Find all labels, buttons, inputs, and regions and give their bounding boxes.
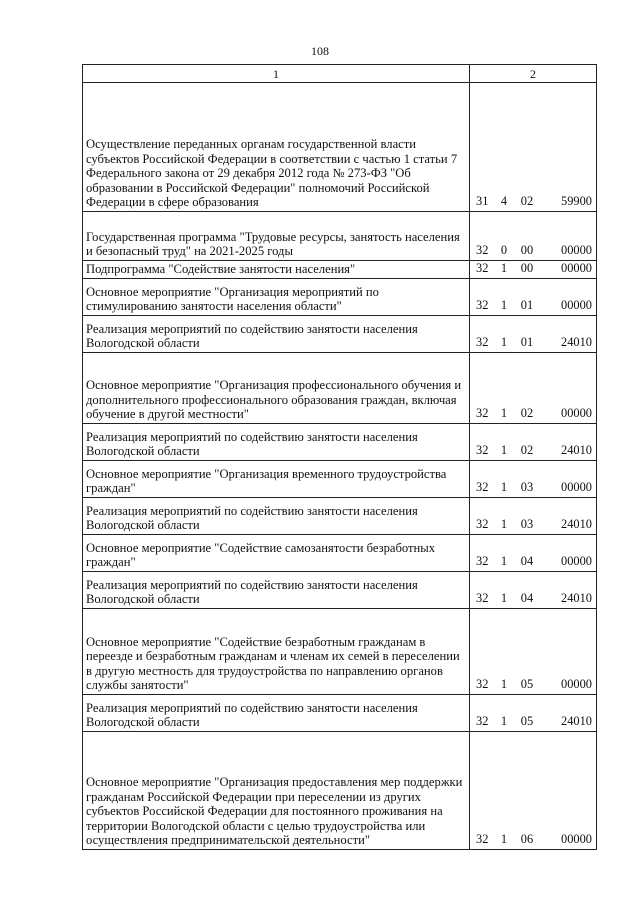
code-subprogram: 1 [500, 261, 508, 275]
row-code [470, 461, 597, 498]
code-program: 31 [476, 194, 489, 208]
code-program: 32 [476, 480, 489, 494]
code-subprogram: 1 [500, 480, 508, 494]
code-event: 01 [520, 298, 534, 312]
table-header-row [83, 65, 597, 83]
row-name: Реализация мероприятий по содействию занятости населения Вологодской области [83, 424, 470, 461]
code-subprogram: 1 [500, 517, 508, 531]
row-code [470, 695, 597, 732]
code-direction: 00000 [561, 298, 592, 312]
row-code [470, 83, 597, 212]
code-program: 32 [476, 832, 489, 846]
row-name: Реализация мероприятий по содействию занятости населения Вологодской области [83, 695, 470, 732]
code-event: 02 [520, 406, 534, 420]
row-code [470, 353, 597, 424]
row-name: Основное мероприятие "Содействие безработным гражданам в переезде и безработным гражданам и членам их семей в переселении в другую местность для трудоустройства по направлению органов службы занятости" [83, 609, 470, 695]
code-direction: 00000 [561, 677, 592, 691]
code-direction: 00000 [561, 832, 592, 846]
budget-table [82, 64, 597, 850]
header-col-2: 2 [470, 65, 597, 83]
row-code [470, 572, 597, 609]
code-event: 04 [520, 591, 534, 605]
row-name: Основное мероприятие "Содействие самозанятости безработных граждан" [83, 535, 470, 572]
code-event: 03 [520, 480, 534, 494]
row-code [470, 535, 597, 572]
code-event: 03 [520, 517, 534, 531]
code-direction: 24010 [561, 591, 592, 605]
table-row [83, 695, 597, 732]
header-col-1: 1 [83, 65, 470, 83]
code-event: 05 [520, 677, 534, 691]
code-event: 05 [520, 714, 534, 728]
code-program: 32 [476, 261, 489, 275]
row-name: Реализация мероприятий по содействию занятости населения Вологодской области [83, 572, 470, 609]
row-name: Основное мероприятие "Организация предоставления мер поддержки гражданам Российской Федерации при переселении из других субъектов Российской Федерации для постоянного проживания на территории Вологодской области с целью трудоустройства или осуществления предпринимательской деятельности" [83, 732, 470, 850]
code-direction: 24010 [561, 443, 592, 457]
table-row [83, 279, 597, 316]
code-program: 32 [476, 443, 489, 457]
code-subprogram: 1 [500, 554, 508, 568]
code-event: 01 [520, 335, 534, 349]
table-row [83, 732, 597, 850]
code-direction: 00000 [561, 261, 592, 275]
table-row [83, 212, 597, 261]
table-row [83, 316, 597, 353]
code-subprogram: 1 [500, 832, 508, 846]
code-direction: 24010 [561, 714, 592, 728]
row-name: Подпрограмма "Содействие занятости населения" [83, 261, 470, 279]
code-direction: 24010 [561, 517, 592, 531]
code-program: 32 [476, 335, 489, 349]
row-name: Государственная программа "Трудовые ресурсы, занятость населения и безопасный труд" на 2021-2025 годы [83, 212, 470, 261]
code-subprogram: 1 [500, 677, 508, 691]
row-name: Осуществление переданных органам государственной власти субъектов Российской Федерации в соответствии с частью 1 статьи 7 Федерального закона от 29 декабря 2012 года № 273-ФЗ "Об образовании в Российской Федерации" полномочий Российской Федерации в сфере образования [83, 83, 470, 212]
table-row [83, 535, 597, 572]
code-program: 32 [476, 406, 489, 420]
table-row [83, 83, 597, 212]
code-program: 32 [476, 714, 489, 728]
code-direction: 00000 [561, 480, 592, 494]
row-code [470, 498, 597, 535]
code-program: 32 [476, 554, 489, 568]
table-row [83, 461, 597, 498]
code-subprogram: 1 [500, 406, 508, 420]
row-name: Основное мероприятие "Организация мероприятий по стимулированию занятости населения области" [83, 279, 470, 316]
row-code [470, 279, 597, 316]
code-event: 00 [520, 243, 534, 257]
row-name: Реализация мероприятий по содействию занятости населения Вологодской области [83, 316, 470, 353]
code-program: 32 [476, 243, 489, 257]
code-direction: 24010 [561, 335, 592, 349]
code-direction: 00000 [561, 554, 592, 568]
row-code [470, 316, 597, 353]
code-event: 06 [520, 832, 534, 846]
code-subprogram: 1 [500, 335, 508, 349]
code-event: 02 [520, 443, 534, 457]
table-row [83, 609, 597, 695]
row-code [470, 424, 597, 461]
code-subprogram: 1 [500, 591, 508, 605]
code-program: 32 [476, 517, 489, 531]
code-subprogram: 1 [500, 443, 508, 457]
table-row [83, 353, 597, 424]
table-row [83, 424, 597, 461]
row-name: Реализация мероприятий по содействию занятости населения Вологодской области [83, 498, 470, 535]
code-subprogram: 1 [500, 298, 508, 312]
table-row [83, 498, 597, 535]
code-direction: 00000 [561, 243, 592, 257]
page-number: 108 [311, 44, 329, 58]
code-program: 32 [476, 677, 489, 691]
code-subprogram: 4 [500, 194, 508, 208]
table-row [83, 572, 597, 609]
row-code [470, 609, 597, 695]
code-subprogram: 1 [500, 714, 508, 728]
code-event: 02 [520, 194, 534, 208]
code-direction: 00000 [561, 406, 592, 420]
row-code [470, 732, 597, 850]
code-subprogram: 0 [500, 243, 508, 257]
code-event: 00 [520, 261, 534, 275]
table-row [83, 261, 597, 279]
row-code [470, 261, 597, 279]
code-event: 04 [520, 554, 534, 568]
code-direction: 59900 [561, 194, 592, 208]
row-name: Основное мероприятие "Организация временного трудоустройства граждан" [83, 461, 470, 498]
row-name: Основное мероприятие "Организация профессионального обучения и дополнительного профессионального образования граждан, включая обучение в другой местности" [83, 353, 470, 424]
code-program: 32 [476, 591, 489, 605]
code-program: 32 [476, 298, 489, 312]
row-code [470, 212, 597, 261]
